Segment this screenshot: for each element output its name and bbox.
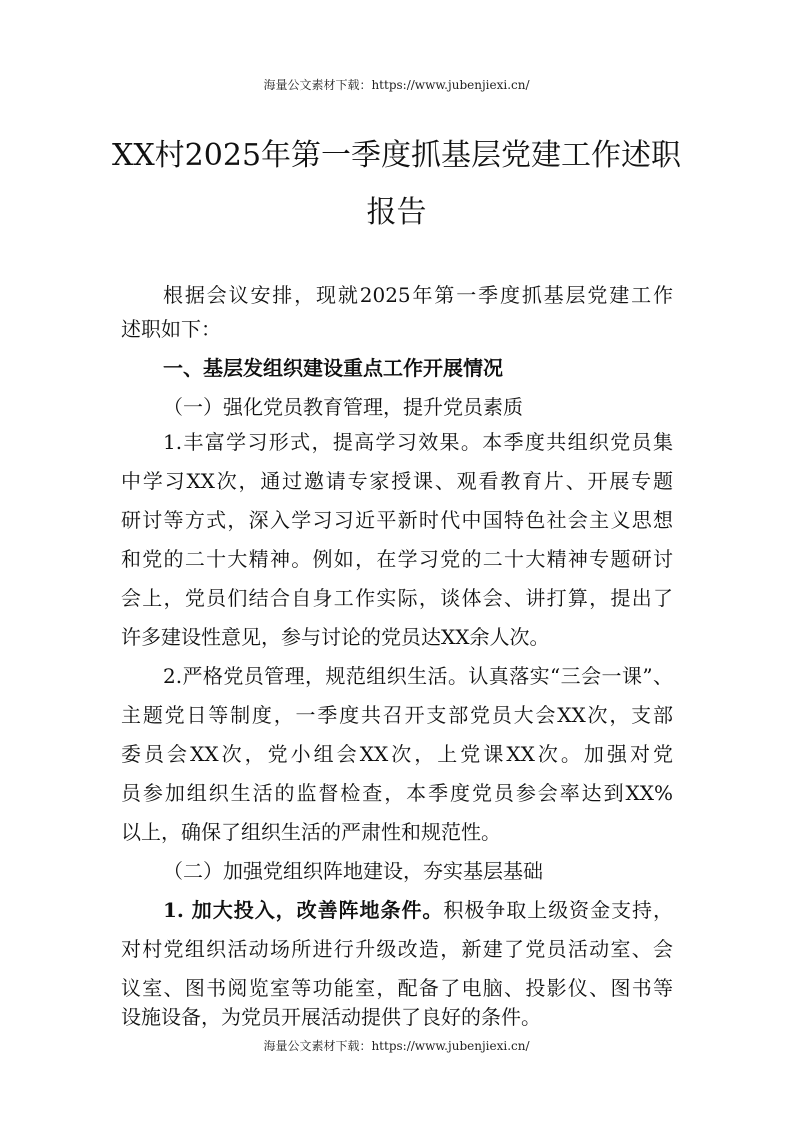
item-3-line-4: 设施设备，为党员开展活动提供了良好的条件。 — [121, 1005, 541, 1029]
document-title-line-2: 报告 — [366, 195, 427, 230]
item-1-line-6: 许多建设性意见，参与讨论的党员达XX余人次。 — [121, 625, 550, 649]
page-header: 海量公文素材下载：https://www.jubenjiexi.cn/ — [263, 78, 530, 92]
item-2-line-3: 委员会XX次，党小组会XX次，上党课XX次。加强对党 — [121, 742, 673, 766]
item-2-line-4: 员参加组织生活的监督检查，本季度党员参会率达到XX% — [121, 781, 673, 805]
item-1-line-1: 1.丰富学习形式，提高学习效果。本季度共组织党员集 — [163, 430, 673, 454]
subsection-1-heading: （一）强化党员教育管理，提升党员素质 — [163, 395, 523, 419]
item-2-line-1: 2.严格党员管理，规范组织生活。认真落实“三会一课”、 — [163, 664, 673, 688]
subsection-2-heading: （二）加强党组织阵地建设，夯实基层基础 — [163, 859, 543, 883]
item-3-bold-lead: 1. 加大投入，改善阵地条件。 — [163, 898, 444, 922]
section-1-heading: 一、基层发组织建设重点工作开展情况 — [163, 356, 503, 380]
item-3-line-1-text: 积极争取上级资金支持， — [443, 898, 674, 922]
item-3-line-2: 对村党组织活动场所进行升级改造，新建了党员活动室、会 — [121, 937, 673, 961]
item-1-line-3: 研讨等方式，深入学习习近平新时代中国特色社会主义思想 — [121, 508, 673, 532]
intro-line-2: 述职如下： — [121, 317, 221, 341]
document-title-line-1: XX村2025年第一季度抓基层党建工作述职 — [111, 138, 682, 173]
item-2-line-2: 主题党日等制度，一季度共召开支部党员大会XX次，支部 — [121, 703, 673, 727]
item-1-line-2: 中学习XX次，通过邀请专家授课、观看教育片、开展专题 — [121, 469, 673, 493]
item-3-line-1 — [163, 898, 673, 922]
page-footer: 海量公文素材下载：https://www.jubenjiexi.cn/ — [263, 1039, 530, 1053]
item-1-line-5: 会上，党员们结合自身工作实际，谈体会、讲打算，提出了 — [121, 586, 673, 610]
item-2-line-5: 以上，确保了组织生活的严肃性和规范性。 — [121, 820, 501, 844]
intro-line-1: 根据会议安排，现就2025年第一季度抓基层党建工作 — [163, 283, 673, 307]
item-3-line-3: 议室、图书阅览室等功能室，配备了电脑、投影仪、图书等 — [121, 976, 673, 1000]
item-1-line-4: 和党的二十大精神。例如，在学习党的二十大精神专题研讨 — [121, 547, 673, 571]
